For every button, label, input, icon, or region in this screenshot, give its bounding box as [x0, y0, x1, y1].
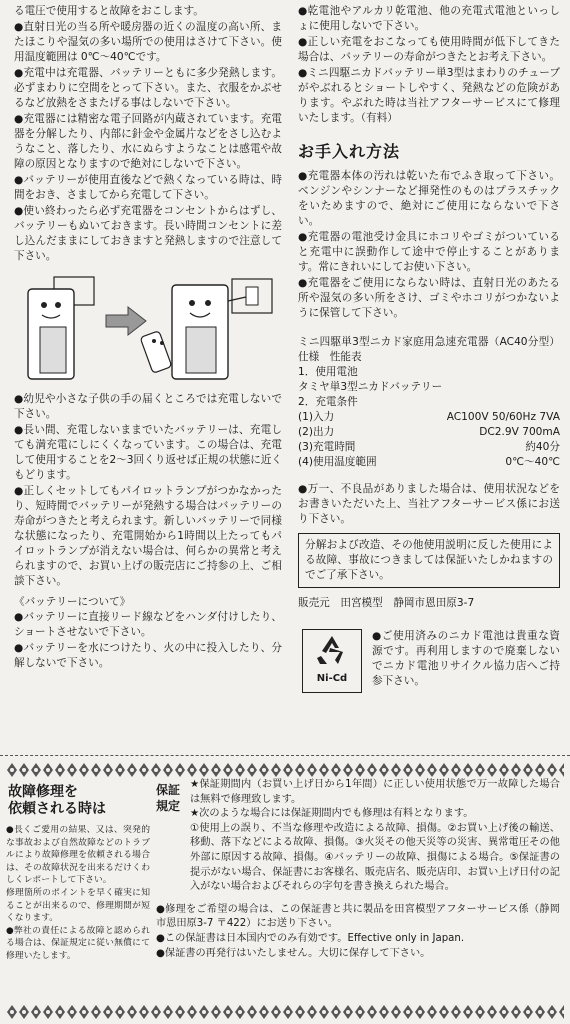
warranty-rules-panel	[156, 778, 560, 961]
spec-table	[298, 335, 560, 470]
recycle-text: ●ご使用済みのニカド電池は貴重な資源です。再利用しますので廃棄しないでニカド電池リサイクル協力店へご持参下さい。	[372, 630, 560, 687]
warranty-rule: ★保証期間内（お買い上げ日から1年間）に正しい使用状態で万一故障した場合は無料で修理致します。	[190, 779, 560, 805]
spec-item-label: 2．充電条件	[298, 396, 358, 408]
charger-illustration	[14, 271, 282, 383]
repair-note: ●弊社の責任による故障と認められる場合は、保証規定に従い無償にて修理いたします。	[6, 925, 150, 961]
care-title: お手入れ方法	[298, 142, 401, 161]
seller-info: 販売元 田宮模型 静岡市恩田原3-7	[298, 597, 475, 609]
warranty-footer	[156, 903, 560, 961]
disclaimer-text: 分解および改造、その他使用説明に反した使用による故障、事故につきましては保証いたしかねますのでご了承下さい。	[305, 539, 553, 581]
battery-heading: 《バッテリーについて》	[14, 596, 131, 608]
bullet-text: ●充電器本体の汚れは乾いた布でふき取って下さい。ベンジンやシンナーなど揮発性のものはプラスチックをいためますので、絶対にご使用にならないで下さい。	[298, 170, 560, 227]
cut-line	[0, 755, 570, 756]
bullet-text: ●乾電池やアルカリ乾電池、他の充電式電池といっしょに使用しないで下さい。	[298, 5, 560, 32]
bullet-text: ●正しい充電をおこなっても使用時間が低下してきた場合は、バッテリーの寿命がつきたとお考え下さい。	[298, 36, 560, 63]
warranty-rule: ★次のような場合には保証期間内でも修理は有料となります。	[190, 808, 474, 820]
warranty-footer-line: ●この保証書は日本国内でのみ有効です。Effective only in Japan.	[156, 932, 465, 944]
bullet-text: ●使い終わったら必ず充電器をコンセントからはずし、バッテリーもぬいておきます。長い時間コンセントに差し込んだままにしておきますと発熱しますので注意して下さい。	[14, 205, 282, 262]
nicd-label: Ni-Cd	[316, 673, 348, 684]
bullet-text: ●充電器をご使用にならない時は、直射日光のあたる所や湿気の多い所をさけ、ゴミやホコリがつかないように保管して下さい。	[298, 277, 560, 319]
spec-row: (4)使用温度範囲 0℃〜40℃	[298, 456, 560, 468]
bullet-text: ●充電中は充電器、バッテリーともに多少発熱します。必ずまわりに空間をとって下さい。また、衣服をかぶせるなど放熱をさまたげる事はしないで下さい。	[14, 67, 282, 109]
bullet-text: ●幼児や小さな子供の手の届くところでは充電しないで下さい。	[14, 393, 282, 420]
bullet-text: ●ミニ四駆ニカドバッテリー単3型はまわりのチューブがやぶれるとショートしやすく、発熱などの危険があります。やぶれた時は当社アフターサービスにて修理いたします。（有料）	[298, 67, 560, 124]
bullet-text: る電圧で使用すると故障をおこします。	[14, 5, 204, 17]
bullet-text: ●充電器の電池受け金具にホコリやゴミがついていると充電中に誤動作して途中で停止することがあります。常にきれいにしてお使い下さい。	[298, 231, 560, 273]
repair-title: 故障修理を 依頼される時は	[8, 784, 106, 817]
bullet-text: ●直射日光の当る所や暖房器の近くの温度の高い所、またほこりや湿気の多い場所での使用はさけて下さい。使用温度範囲は 0℃〜40℃です。	[14, 21, 282, 63]
decorative-border-top	[6, 762, 564, 778]
spec-title: ミニ四駆単3型ニカド家庭用急速充電器（AC40分型）仕様 性能表	[298, 336, 560, 363]
defect-note: ●万一、不良品がありました場合は、使用状況などをお書きいただいた上、当社アフターサービス係にお送り下さい。	[298, 483, 560, 525]
bullet-text: ●バッテリーが使用直後などで熱くなっている時は、時間をおき、さましてから充電して下さい。	[14, 174, 282, 201]
right-column	[298, 4, 560, 693]
spec-row: (1)入力 AC100V 50/60Hz 7VA	[298, 411, 560, 423]
disclaimer-box	[298, 533, 560, 588]
bullet-text: ●バッテリーに直接リード線などをハンダ付けしたり、ショートさせないで下さい。	[14, 611, 282, 638]
recycle-section	[298, 629, 560, 693]
warranty-footer-line: ●修理をご希望の場合は、この保証書と共に製品を田宮模型アフターサービス係（静岡市恩田原3-7 〒422）にお送り下さい。	[156, 903, 560, 930]
spec-item-value: タミヤ単3型ニカドバッテリー	[298, 381, 443, 393]
repair-request-panel	[6, 778, 150, 963]
recycle-icon	[312, 630, 352, 670]
warranty-rule: ①使用上の誤り、不当な修理や改造による故障、損傷。②お買い上げ後の輸送、移動、落下などによる故障、損傷。③火災その他天災等の災害、異常電圧その他外部に原因する故障、損傷。④バッテリーの故障、損傷による場合。⑤保証書の提示がない場合、保証書にお客様名、販売店名、販売店印、お買い上げ日付の記入がない場合およびそれらの字句を書き換えられた場合。	[190, 822, 560, 893]
bullet-text: ●充電器には精密な電子回路が内蔵されています。充電器を分解したり、内部に針金や金属片などをさし込むようなこと、落したり、水にぬらすようなことは感電や故障の原因となりますので絶対にしないで下さい。	[14, 113, 282, 170]
repair-note: ●長くご愛用の結果、又は、突発的な事故および自然故障などのトラブルにより故障修理を依頼される場合は、その故障状況を出来るだけくわしくレポートして下さい。	[6, 825, 150, 886]
recycle-mark	[302, 629, 362, 693]
left-column	[14, 4, 282, 672]
decorative-border-bottom	[6, 1004, 564, 1020]
bullet-text: ●長い間、充電しないままでいたバッテリーは、充電しても満充電にしにくくなっています。この場合は、充電して使用することを2〜3回くり返せば正規の状態に近くもどります。	[14, 424, 282, 481]
spec-row: (2)出力 DC2.9V 700mA	[298, 426, 560, 438]
warranty-footer-line: ●保証書の再発行はいたしません。大切に保存して下さい。	[156, 947, 431, 959]
spec-item-label: 1．使用電池	[298, 366, 358, 378]
spec-row: (3)充電時間 約40分	[298, 441, 560, 453]
repair-note: 修理箇所のポイントを早く確実に知ることが出来るので、修理期間が短くなります。	[6, 887, 150, 924]
bullet-text: ●バッテリーを水につけたり、火の中に投入したり、分解しないで下さい。	[14, 642, 282, 669]
warranty-label: 保証 規定	[156, 783, 181, 813]
bullet-text: ●正しくセットしてもパイロットランプがつかなかったり、短時間でバッテリーが発熱する場合はバッテリーの寿命がつきたと考えられます。新しいバッテリーで同様な状態になったり、充電開始から1時間以上たってもパイロットランプが消えない場合は、何らかの異常と考えられますので、お買い上げの販売店にご持参の上、ご相談下さい。	[14, 485, 282, 587]
